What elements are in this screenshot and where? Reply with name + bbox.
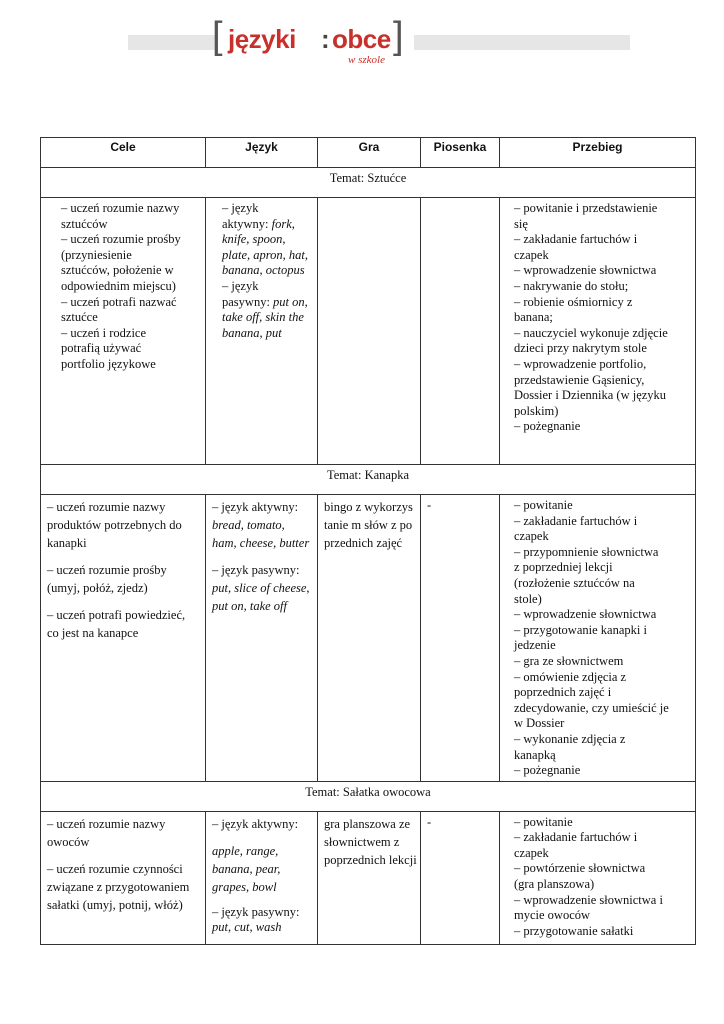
text-line: czapek — [514, 529, 549, 544]
cell-cele — [41, 811, 206, 944]
text-line: – zakładanie fartuchów i — [514, 513, 638, 528]
topic-title: Temat: Sztućce — [41, 168, 696, 198]
topic-row — [41, 465, 696, 495]
text-line: – wprowadzenie portfolio, — [514, 356, 647, 371]
text-line: – omówienie zdjęcia z — [514, 669, 627, 684]
text-line: gra planszowa ze — [324, 816, 411, 831]
text-line: – przypomnienie słownictwa — [514, 544, 659, 559]
active-language-words: apple, range, banana, pear, grapes, bowl — [212, 843, 281, 894]
text-line: jedzenie — [514, 638, 556, 653]
active-language-words: bread, tomato, ham, cheese, butter — [212, 518, 310, 550]
active-language-label-cont: aktywny: — [222, 216, 272, 231]
text-line: – uczeń potrafi powiedzieć, co jest na kanapce — [47, 608, 186, 640]
passive-language-label: – język pasywny: — [212, 904, 300, 919]
text-line: – powitanie — [514, 498, 573, 512]
text-line: – gra ze słownictwem — [514, 653, 624, 668]
cell-przebieg — [500, 811, 696, 944]
text-line: słownictwem z — [324, 834, 400, 849]
table-row — [41, 495, 696, 782]
table-header-row — [41, 138, 696, 168]
cell-piosenka — [421, 198, 500, 465]
text-line: zdecydowanie, czy umieścić je — [514, 700, 669, 715]
logo-word-1: języki — [228, 24, 296, 54]
cell-jezyk — [206, 495, 318, 782]
passive-language-words: put, slice of cheese, put on, take off — [212, 581, 310, 613]
cell-przebieg — [500, 198, 696, 465]
column-header-cele: Cele — [41, 138, 206, 168]
text-line: (gra planszowa) — [514, 877, 595, 892]
topic-row — [41, 168, 696, 198]
active-language-label: – język aktywny: — [212, 816, 299, 831]
game-text: bingo z wykorzystanie m słów z poprzednich zajęć — [324, 500, 413, 550]
passive-language-words: put, cut, wash — [212, 920, 282, 935]
text-line: – uczeń rozumie czynności związane z przygotowaniem sałatki (umyj, potnij, włóż) — [47, 861, 190, 912]
passive-language-words: put on, take off, skin the banana, put — [222, 294, 308, 340]
passive-language-label: – język — [222, 278, 259, 293]
text-line: – powtórzenie słownictwa — [514, 861, 646, 876]
text-line: odpowiednim miejscu) — [61, 278, 176, 293]
cell-gra — [318, 495, 421, 782]
text-line: – uczeń rozumie prośby — [61, 232, 181, 247]
text-line: czapek — [514, 845, 549, 860]
text-line: dzieci przy nakrytym stole — [514, 341, 647, 356]
column-header-jezyk: Język — [206, 138, 318, 168]
cell-jezyk — [206, 811, 318, 944]
text-line: mycie owoców — [514, 908, 591, 923]
text-line: – pożegnanie — [514, 419, 581, 434]
text-line: przedstawienie Gąsienicy, — [514, 372, 645, 387]
text-line: sztućce — [61, 310, 98, 325]
active-language-label: – język — [222, 201, 259, 215]
cell-cele — [41, 495, 206, 782]
text-line: potrafią używać — [61, 341, 142, 356]
active-language-words: fork, knife, spoon, plate, apron, hat, banana, octopus — [222, 216, 308, 278]
text-line: – powitanie i przedstawienie — [514, 201, 658, 215]
text-line: z poprzedniej lekcji — [514, 560, 613, 575]
text-line: poprzednich zajęć i — [514, 685, 612, 700]
text-line: – przygotowanie kanapki i — [514, 622, 647, 637]
text-line: Dossier i Dziennika (w języku — [514, 388, 667, 403]
cell-piosenka: - — [421, 495, 500, 782]
text-line: (przyniesienie — [61, 247, 132, 262]
topic-title: Temat: Sałatka owocowa — [41, 781, 696, 811]
passive-language-label: – język pasywny: — [212, 563, 300, 577]
table-row — [41, 198, 696, 465]
text-line: (rozłożenie sztućców na — [514, 575, 635, 590]
text-line: – uczeń potrafi nazwać — [61, 294, 177, 309]
column-header-gra: Gra — [318, 138, 421, 168]
text-line: – przygotowanie sałatki — [514, 923, 634, 938]
text-line: w Dossier — [514, 716, 565, 731]
logo-word-2: obce — [332, 24, 391, 54]
text-line: – wprowadzenie słownictwa i — [514, 892, 663, 907]
text-line: – wprowadzenie słownictwa — [514, 263, 657, 278]
text-line: sztućców, położenie w — [61, 263, 174, 278]
text-line: – zakładanie fartuchów i — [514, 232, 638, 247]
header-bar-left — [128, 35, 216, 50]
cell-jezyk — [206, 198, 318, 465]
logo-bracket-left: [ — [212, 15, 223, 57]
text-line: – pożegnanie — [514, 763, 581, 778]
cell-gra — [318, 811, 421, 944]
text-line: – uczeń i rodzice — [61, 325, 147, 340]
topic-row — [41, 781, 696, 811]
cell-cele — [41, 198, 206, 465]
text-line: banana; — [514, 310, 553, 325]
active-language-label: – język aktywny: — [212, 500, 299, 514]
text-line: kanapką — [514, 747, 556, 762]
text-line: portfolio językowe — [61, 356, 156, 371]
text-line: polskim) — [514, 403, 559, 418]
header-bar-right — [414, 35, 630, 50]
cell-przebieg — [500, 495, 696, 782]
text-line: sztućców — [61, 216, 108, 231]
text-line: – wykonanie zdjęcia z — [514, 731, 626, 746]
column-header-przebieg: Przebieg — [500, 138, 696, 168]
text-line: się — [514, 216, 528, 231]
text-line: – uczeń rozumie nazwy owoców — [47, 816, 166, 849]
text-line: – robienie ośmiornicy z — [514, 294, 633, 309]
text-line: stole) — [514, 591, 542, 606]
topic-title: Temat: Kanapka — [41, 465, 696, 495]
passive-language-label-cont: pasywny: — [222, 294, 274, 309]
cell-piosenka: - — [421, 811, 500, 944]
text-line: – zakładanie fartuchów i — [514, 830, 638, 845]
text-line: – uczeń rozumie nazwy produktów potrzebnych do kanapki — [47, 500, 182, 550]
logo — [210, 15, 410, 66]
cell-gra — [318, 198, 421, 465]
logo-colon: : — [321, 24, 330, 54]
table-row — [41, 811, 696, 944]
lesson-plan-table — [40, 137, 696, 945]
text-line: – powitanie — [514, 814, 573, 829]
text-line: – wprowadzenie słownictwa — [514, 607, 657, 622]
text-line: czapek — [514, 247, 549, 262]
column-header-piosenka: Piosenka — [421, 138, 500, 168]
text-line: – uczeń rozumie prośby (umyj, połóż, zjedz) — [47, 563, 167, 595]
text-line: – nakrywanie do stołu; — [514, 278, 629, 293]
text-line: poprzednich lekcji — [324, 852, 417, 867]
text-line: – nauczyciel wykonuje zdjęcie — [514, 325, 668, 340]
logo-subtitle: w szkole — [348, 54, 385, 66]
text-line: – uczeń rozumie nazwy — [61, 201, 180, 215]
logo-bracket-right: ] — [393, 15, 404, 57]
